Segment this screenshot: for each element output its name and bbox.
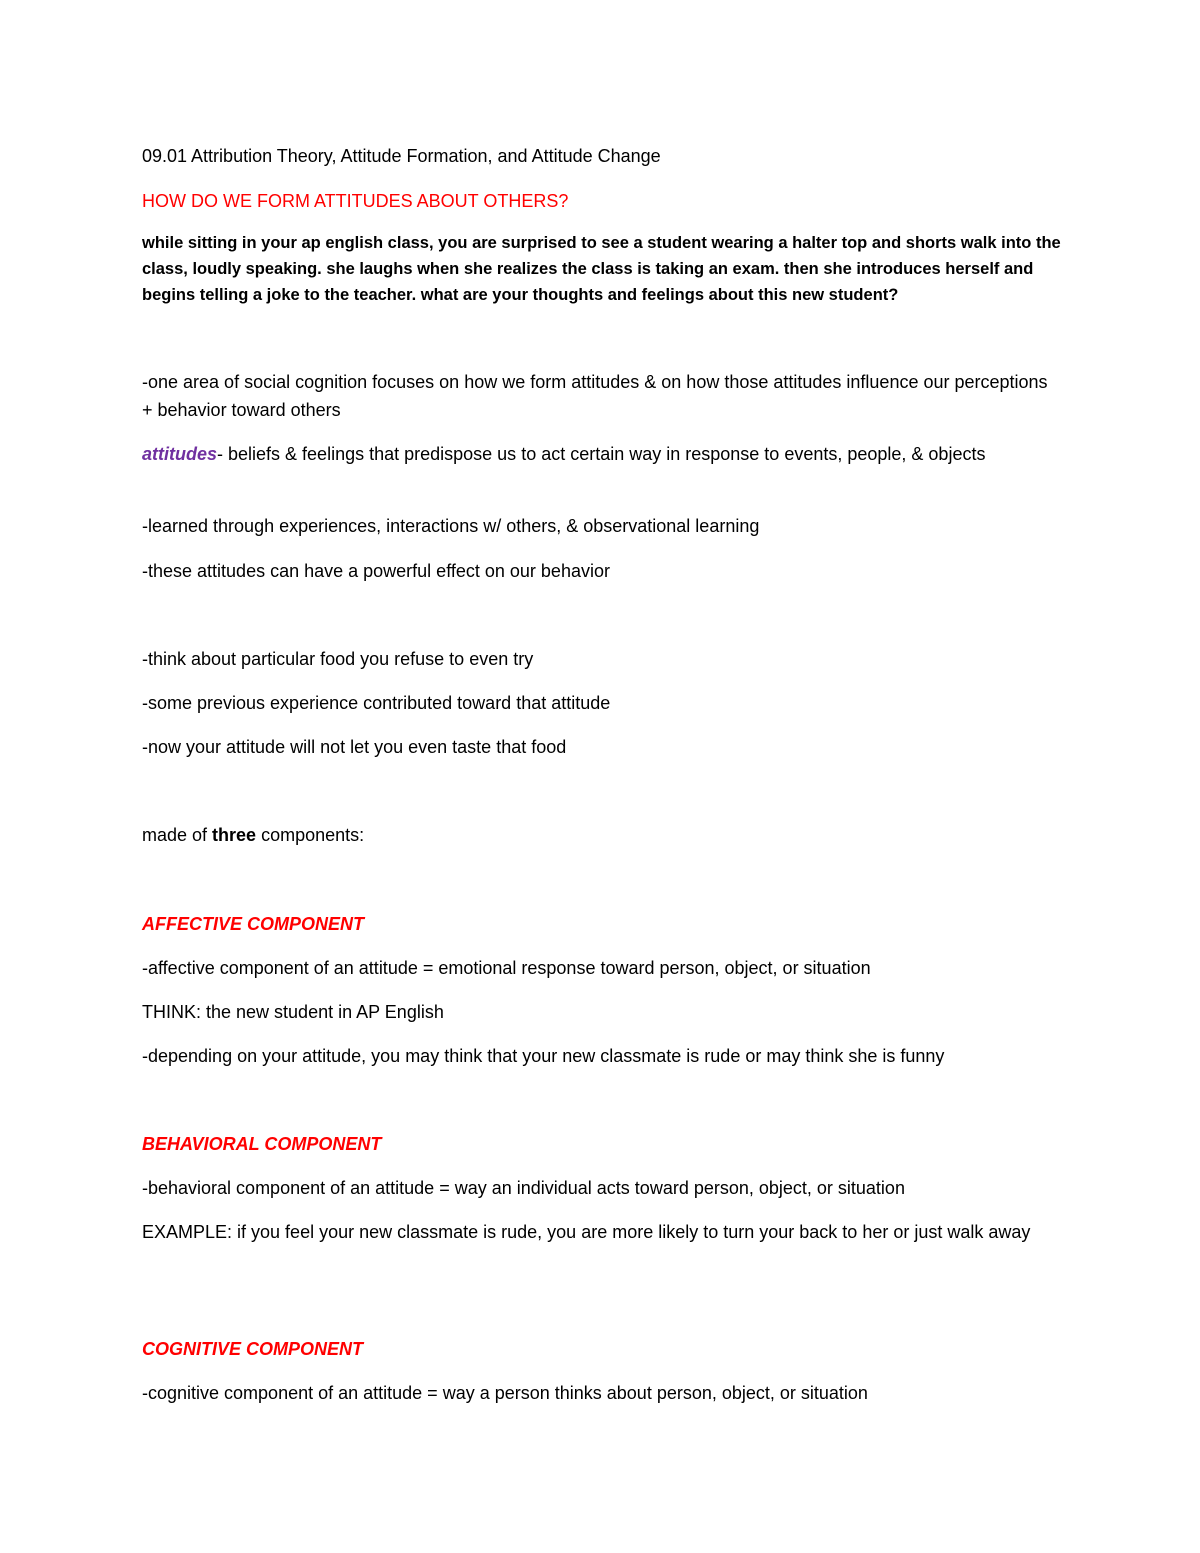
attitudes-term: attitudes bbox=[142, 444, 218, 464]
document-title: 09.01 Attribution Theory, Attitude Formation, and Attitude Change bbox=[142, 146, 661, 166]
behavioral-definition: -behavioral component of an attitude = way an individual acts toward person, object, or situation bbox=[142, 1178, 905, 1198]
components-intro bbox=[142, 821, 364, 849]
affective-definition: -affective component of an attitude = emotional response toward person, object, or situation bbox=[142, 958, 871, 978]
effect-note: -these attitudes can have a powerful effect on our behavior bbox=[142, 561, 610, 581]
affective-think: THINK: the new student in AP English bbox=[142, 1002, 444, 1022]
attitudes-definition-text: - beliefs & feelings that predispose us to act certain way in response to events, people, & objects bbox=[217, 444, 986, 464]
food-note-1: -think about particular food you refuse to even try bbox=[142, 649, 534, 669]
food-note-3: -now your attitude will not let you even taste that food bbox=[142, 737, 567, 757]
scenario-paragraph: while sitting in your ap english class, you are surprised to see a student wearing a halter top and shorts walk into the class, loudly speaking. she laughs when she realizes the class is taking an exam. then she introduces herself and begins telling a joke to the teacher. what are your thoughts and feelings about this new student? bbox=[142, 234, 1061, 304]
components-prefix: made of bbox=[142, 825, 213, 845]
intro-note: -one area of social cognition focuses on how we form attitudes & on how those attitudes influence our perceptions + behavior toward others bbox=[142, 372, 1048, 420]
behavioral-heading: BEHAVIORAL COMPONENT bbox=[142, 1134, 382, 1154]
affective-example: -depending on your attitude, you may think that your new classmate is rude or may think she is funny bbox=[142, 1046, 945, 1066]
question-heading: HOW DO WE FORM ATTITUDES ABOUT OTHERS? bbox=[142, 191, 569, 211]
affective-heading: AFFECTIVE COMPONENT bbox=[142, 914, 365, 934]
cognitive-heading: COGNITIVE COMPONENT bbox=[142, 1339, 364, 1359]
learned-note: -learned through experiences, interactions w/ others, & observational learning bbox=[142, 516, 760, 536]
cognitive-definition: -cognitive component of an attitude = way a person thinks about person, object, or situation bbox=[142, 1383, 868, 1403]
components-suffix: components: bbox=[256, 825, 365, 845]
food-note-2: -some previous experience contributed toward that attitude bbox=[142, 693, 611, 713]
behavioral-example: EXAMPLE: if you feel your new classmate is rude, you are more likely to turn your back to her or just walk away bbox=[142, 1222, 1031, 1242]
components-count: three bbox=[212, 825, 257, 845]
attitudes-definition bbox=[142, 440, 1062, 468]
